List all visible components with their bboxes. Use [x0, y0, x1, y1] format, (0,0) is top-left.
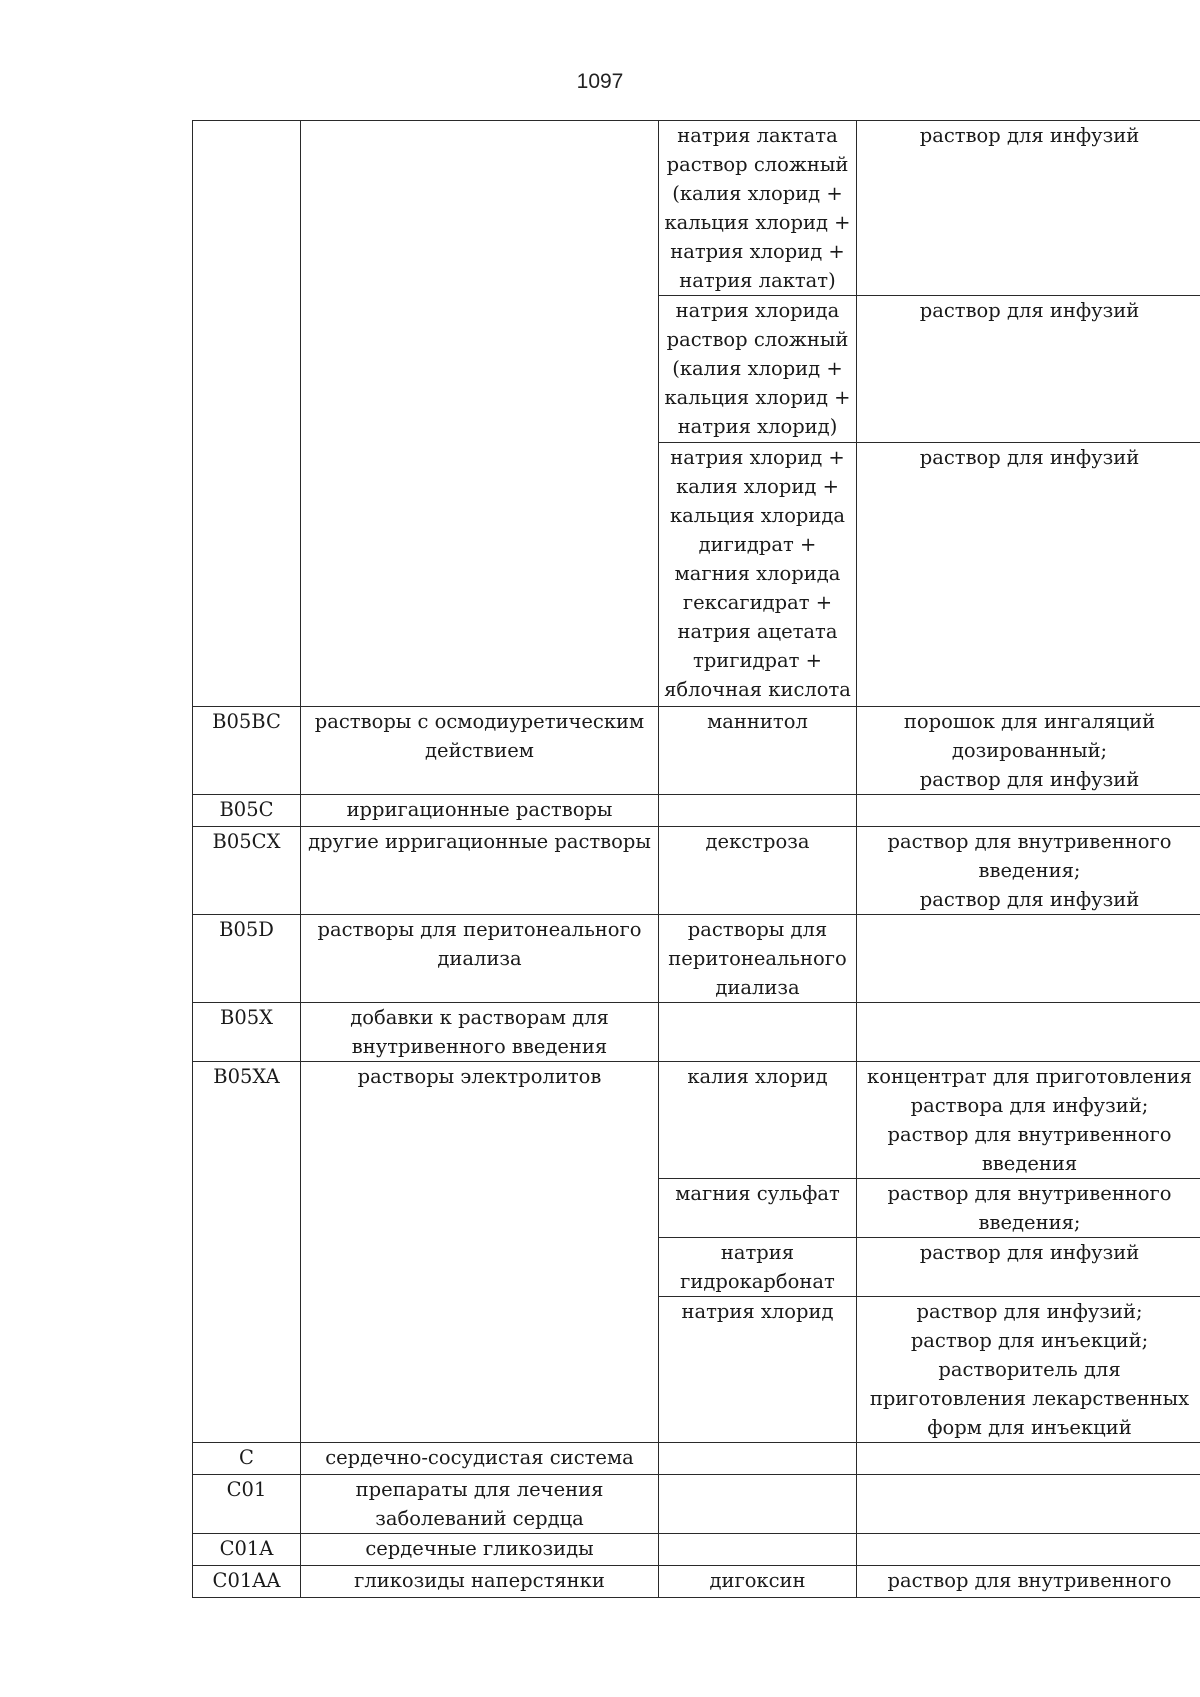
table-row — [193, 827, 1200, 915]
group-name-cell: сердечно-сосудистая система — [301, 1443, 659, 1475]
group-name-cell — [301, 121, 659, 707]
group-name-cell: добавки к растворам для внутривенного введения — [301, 1003, 659, 1062]
drug-name-cell: натрия лактата раствор сложный (калия хлорид + кальция хлорид + натрия хлорид + натрия лактат) — [659, 121, 857, 296]
group-name-cell: препараты для лечения заболеваний сердца — [301, 1475, 659, 1534]
drug-name-cell — [659, 1443, 857, 1475]
drug-name-cell — [659, 1475, 857, 1534]
drug-name-cell: растворы для перитонеального диализа — [659, 915, 857, 1003]
drug-name-cell: магния сульфат — [659, 1179, 857, 1238]
atc-code-cell: B05XA — [193, 1062, 301, 1443]
atc-code-cell: C01AA — [193, 1566, 301, 1598]
table-row — [193, 1003, 1200, 1062]
group-name-cell: гликозиды наперстянки — [301, 1566, 659, 1598]
group-name-cell: сердечные гликозиды — [301, 1534, 659, 1566]
group-name-cell: растворы с осмодиуретическим действием — [301, 707, 659, 795]
table-row — [193, 1062, 1200, 1179]
dosage-form-cell — [857, 795, 1200, 827]
atc-code-cell: B05C — [193, 795, 301, 827]
table-row — [193, 795, 1200, 827]
table-row — [193, 1534, 1200, 1566]
dosage-form-cell — [857, 1003, 1200, 1062]
table-row — [193, 121, 1200, 296]
atc-code-cell: B05X — [193, 1003, 301, 1062]
atc-code-cell: C01A — [193, 1534, 301, 1566]
group-name-cell: растворы для перитонеального диализа — [301, 915, 659, 1003]
table-row — [193, 707, 1200, 795]
dosage-form-cell — [857, 1475, 1200, 1534]
table-row — [193, 915, 1200, 1003]
drug-name-cell: натрия гидрокарбонат — [659, 1238, 857, 1297]
dosage-form-cell: раствор для инфузий — [857, 1238, 1200, 1297]
dosage-form-cell: раствор для инфузий — [857, 296, 1200, 443]
drug-name-cell: декстроза — [659, 827, 857, 915]
atc-code-cell: B05BC — [193, 707, 301, 795]
dosage-form-cell: раствор для внутривенного введения; раствор для инфузий — [857, 827, 1200, 915]
table-row — [193, 1443, 1200, 1475]
dosage-form-cell — [857, 1443, 1200, 1475]
dosage-form-cell: порошок для ингаляций дозированный; раствор для инфузий — [857, 707, 1200, 795]
drug-name-cell: натрия хлорид + калия хлорид + кальция хлорида дигидрат + магния хлорида гексагидрат + натрия ацетата тригидрат + яблочная кислота — [659, 443, 857, 707]
group-name-cell: растворы электролитов — [301, 1062, 659, 1443]
drug-name-cell: маннитол — [659, 707, 857, 795]
drug-name-cell: натрия хлорид — [659, 1297, 857, 1443]
dosage-form-cell: раствор для внутривенного — [857, 1566, 1200, 1598]
group-name-cell: другие ирригационные растворы — [301, 827, 659, 915]
dosage-form-cell: раствор для инфузий — [857, 121, 1200, 296]
dosage-form-cell — [857, 1534, 1200, 1566]
dosage-form-cell — [857, 915, 1200, 1003]
group-name-cell: ирригационные растворы — [301, 795, 659, 827]
drug-name-cell — [659, 795, 857, 827]
atc-code-cell: B05D — [193, 915, 301, 1003]
atc-code-cell: B05CX — [193, 827, 301, 915]
table-row — [193, 1475, 1200, 1534]
dosage-form-cell: концентрат для приготовления раствора для инфузий; раствор для внутривенного введения — [857, 1062, 1200, 1179]
atc-code-cell: C — [193, 1443, 301, 1475]
dosage-form-cell: раствор для внутривенного введения; — [857, 1179, 1200, 1238]
drug-name-cell — [659, 1534, 857, 1566]
atc-code-cell: C01 — [193, 1475, 301, 1534]
dosage-form-cell: раствор для инфузий; раствор для инъекций; растворитель для приготовления лекарственных форм для инъекций — [857, 1297, 1200, 1443]
drug-table — [192, 120, 1200, 1598]
atc-code-cell — [193, 121, 301, 707]
dosage-form-cell: раствор для инфузий — [857, 443, 1200, 707]
drug-name-cell: натрия хлорида раствор сложный (калия хлорид + кальция хлорид + натрия хлорид) — [659, 296, 857, 443]
drug-name-cell: калия хлорид — [659, 1062, 857, 1179]
page-number: 1097 — [576, 70, 624, 93]
drug-name-cell — [659, 1003, 857, 1062]
table-row — [193, 1566, 1200, 1598]
drug-name-cell: дигоксин — [659, 1566, 857, 1598]
